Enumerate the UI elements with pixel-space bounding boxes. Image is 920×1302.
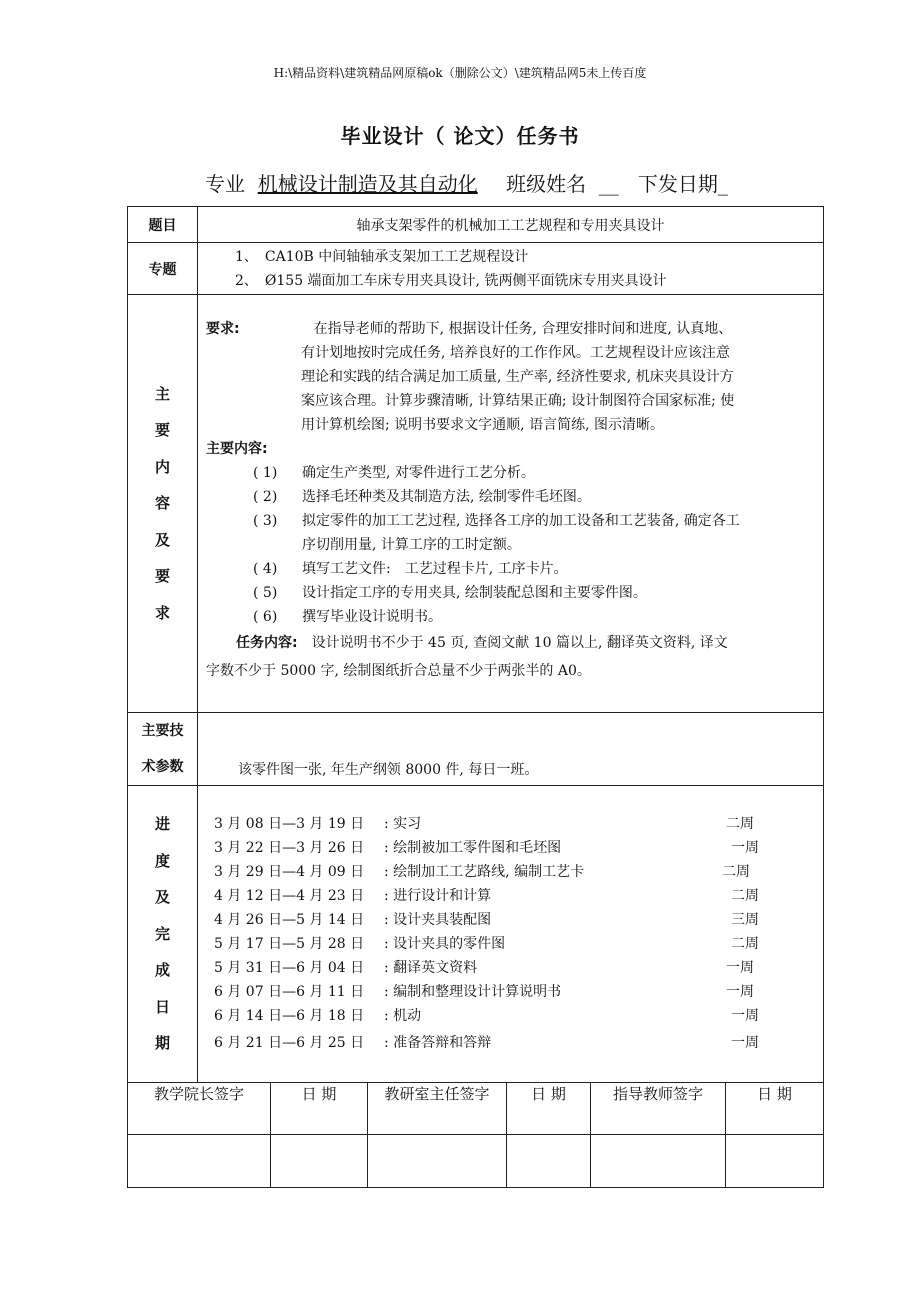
params-label-2: 术参数 — [141, 759, 184, 775]
item-text: 拟定零件的加工工艺过程, 选择各工序的加工设备和工艺装备, 确定各工 — [302, 513, 740, 529]
content-label: 主 要 内 容 及 要 求 — [154, 384, 170, 622]
date-cell-2 — [507, 1135, 591, 1188]
major-value: 机械设计制造及其自动化 — [257, 172, 478, 196]
page-title: 毕业设计（ 论文）任务书 — [340, 124, 580, 148]
date-label-2: 日 期 — [507, 1083, 591, 1135]
main-content-label: 主要内容: — [206, 441, 268, 457]
task-line-2: 字数不少于 5000 字, 绘制图纸折合总量不少于两张半的 A0。 — [206, 663, 591, 679]
schedule-label-cell — [128, 786, 198, 1083]
major-label: 专业 — [205, 172, 245, 196]
schedule-body: 3 月 08 日—3 月 19 日 : 实习 二周 3 月 22 日—3 月 26 日 : 绘制被加工零件图和毛坯图 一周 3 月 29 日—4 月 09 日 : 绘制加工工艺路线, 编制工艺卡 二周 4 月 12 日—4 月 23 日 : 进行设计和计算 二周 4 月 26 日—5 月 14 日 : 设计夹具装配图 三周 5 月 17 日—5 月 28 日 : 设计夹具的零件图 二周 5 月 31 日—6 月 04 日 : 翻译英文资料 一周 6 月 07 日—6 月 11 日 : 编制和整理设计计算说明书 一周 6 月 14 日—6 月 18 日 : 机动 一周 6 月 21 日—6 月 25 日 : 准备答辩和答辩 一周 — [198, 786, 824, 1083]
header-path: H:\精品资料\建筑精品网原稿ok（删除公文）\建筑精品网5未上传百度 — [273, 66, 647, 80]
content-body — [198, 295, 824, 713]
date-label-1: 日 期 — [271, 1083, 368, 1135]
content-label-cell — [128, 295, 198, 713]
item-num: ( 4) — [253, 561, 278, 577]
dean-signature-cell — [128, 1135, 271, 1188]
item-text: 确定生产类型, 对零件进行工艺分析。 — [302, 465, 535, 481]
advisor-signature-cell — [591, 1135, 726, 1188]
class-label: 班级姓名 — [506, 172, 587, 196]
subtitle-line — [205, 168, 728, 197]
task-line-1: 设计说明书不少于 45 页, 查阅文献 10 篇以上, 翻译英文资料, 译文 — [311, 635, 728, 651]
special-label: 专题 — [128, 243, 198, 295]
item-num: ( 1) — [253, 465, 278, 481]
item-num: ( 2) — [253, 489, 278, 505]
special-item-1: 1、 CA10B 中间轴轴承支架加工工艺规程设计 — [235, 249, 529, 265]
item-text: 序切削用量, 计算工序的工时定额。 — [302, 537, 521, 553]
item-text: 撰写毕业设计说明书。 — [302, 609, 442, 625]
topic-value: 轴承支架零件的机械加工工艺规程和专用夹具设计 — [198, 207, 824, 243]
item-num: ( 6) — [253, 609, 278, 625]
date-cell-3 — [726, 1135, 824, 1188]
req-line-3: 理论和实践的结合满足加工质量, 生产率, 经济性要求, 机床夹具设计方 — [301, 369, 734, 385]
req-label: 要求: — [206, 321, 240, 337]
params-label-cell — [128, 713, 198, 786]
req-line-4: 案应该合理。计算步骤清晰, 计算结果正确; 设计制图符合国家标准; 使 — [301, 393, 735, 409]
req-line-1: 在指导老师的帮助下, 根据设计任务, 合理安排时间和进度, 认真地、 — [313, 321, 733, 337]
task-table — [127, 206, 824, 1188]
item-num: ( 5) — [253, 585, 278, 601]
date-cell-1 — [271, 1135, 368, 1188]
params-value: 该零件图一张, 年生产纲领 8000 件, 每日一班。 — [198, 713, 824, 786]
class-blank: __ — [598, 172, 619, 196]
task-label: 任务内容: — [236, 635, 298, 651]
special-items — [198, 243, 824, 295]
req-line-5: 用计算机绘图; 说明书要求文字通顺, 语言简练, 图示清晰。 — [301, 417, 664, 433]
item-text: 选择毛坯种类及其制造方法, 绘制零件毛坯图。 — [302, 489, 591, 505]
director-signature-cell — [368, 1135, 507, 1188]
item-num: ( 3) — [253, 513, 278, 529]
params-label-1: 主要技 — [141, 723, 184, 739]
special-item-2: 2、 Ø155 端面加工车床专用夹具设计, 铣两侧平面铣床专用夹具设计 — [235, 273, 667, 289]
topic-label: 题目 — [128, 207, 198, 243]
date-label: 下发日期_ — [637, 172, 728, 196]
director-signature-label: 教研室主任签字 — [368, 1083, 507, 1135]
schedule-label: 进 度 及 完 成 日 期 — [154, 815, 170, 1053]
item-text: 设计指定工序的专用夹具, 绘制装配总图和主要零件图。 — [302, 585, 647, 601]
dean-signature-label: 教学院长签字 — [128, 1083, 271, 1135]
date-label-3: 日 期 — [726, 1083, 824, 1135]
req-line-2: 有计划地按时完成任务, 培养良好的工作作风。工艺规程设计应该注意 — [301, 345, 730, 361]
item-text: 填写工艺文件: 工艺过程卡片, 工序卡片。 — [302, 561, 568, 577]
advisor-signature-label: 指导教师签字 — [591, 1083, 726, 1135]
